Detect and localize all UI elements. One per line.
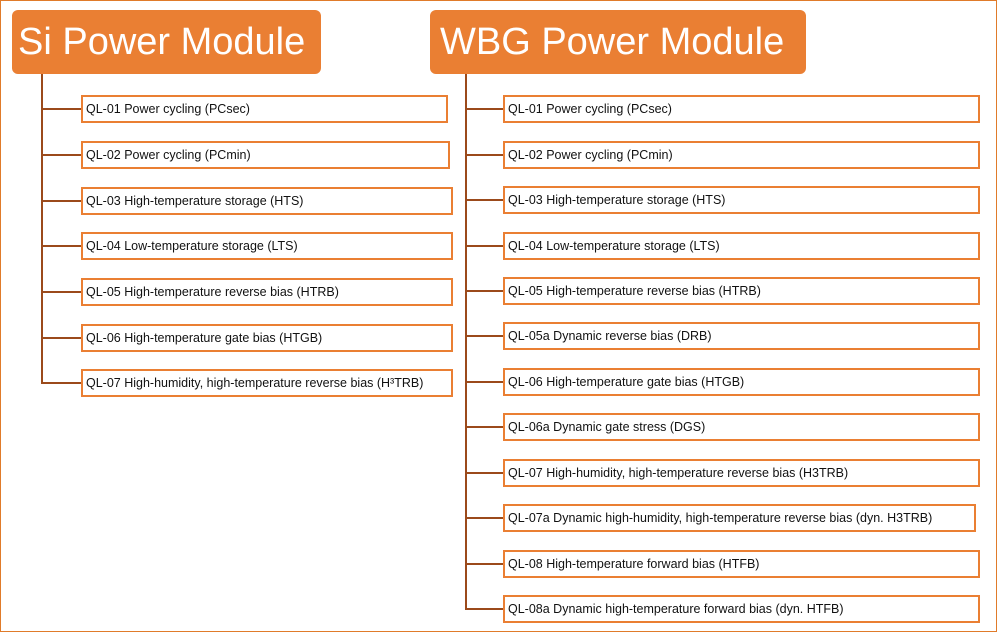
si-branch <box>41 291 81 293</box>
wbg-test-item <box>503 413 980 441</box>
si-branch <box>41 337 81 339</box>
item-label: QL-04 Low-temperature storage (LTS) <box>508 239 720 253</box>
wbg-test-item <box>503 459 980 487</box>
wbg-branch <box>465 517 503 519</box>
wbg-test-item <box>503 232 980 260</box>
wbg-branch <box>465 108 503 110</box>
item-label: QL-05 High-temperature reverse bias (HTRB) <box>86 285 339 299</box>
wbg-test-item <box>503 368 980 396</box>
si-test-item <box>81 369 453 397</box>
si-test-item <box>81 95 448 123</box>
item-label: QL-08a Dynamic high-temperature forward bias (dyn. HTFB) <box>508 602 844 616</box>
item-label: QL-06a Dynamic gate stress (DGS) <box>508 420 706 434</box>
wbg-test-item <box>503 277 980 305</box>
item-label: QL-07a Dynamic high-humidity, high-temperature reverse bias (dyn. H3TRB) <box>508 511 933 525</box>
si-branch <box>41 382 81 384</box>
wbg-test-item <box>503 186 980 214</box>
item-label: QL-03 High-temperature storage (HTS) <box>86 194 304 208</box>
item-label: QL-06 High-temperature gate bias (HTGB) <box>86 331 323 345</box>
wbg-test-item <box>503 504 976 532</box>
wbg-branch <box>465 608 503 610</box>
wbg-test-item <box>503 141 980 169</box>
item-label: QL-02 Power cycling (PCmin) <box>86 148 251 162</box>
wbg-test-item <box>503 322 980 350</box>
si-test-item <box>81 324 453 352</box>
wbg-branch <box>465 472 503 474</box>
wbg-branch <box>465 245 503 247</box>
si-test-item <box>81 141 450 169</box>
item-label: QL-08 High-temperature forward bias (HTFB) <box>508 557 760 571</box>
si-power-module-header: Si Power Module <box>12 10 321 74</box>
si-branch <box>41 245 81 247</box>
item-label: QL-05 High-temperature reverse bias (HTRB) <box>508 284 761 298</box>
wbg-branch <box>465 335 503 337</box>
si-branch <box>41 108 81 110</box>
si-test-item <box>81 278 453 306</box>
item-label: QL-04 Low-temperature storage (LTS) <box>86 239 298 253</box>
wbg-branch <box>465 426 503 428</box>
item-label: QL-01 Power cycling (PCsec) <box>86 102 250 116</box>
item-label: QL-03 High-temperature storage (HTS) <box>508 193 726 207</box>
wbg-test-item <box>503 95 980 123</box>
item-label: QL-07 High-humidity, high-temperature reverse bias (H³TRB) <box>86 376 424 390</box>
wbg-test-item <box>503 595 980 623</box>
wbg-branch <box>465 563 503 565</box>
wbg-power-module-header: WBG Power Module <box>430 10 806 74</box>
si-branch <box>41 154 81 156</box>
wbg-branch <box>465 199 503 201</box>
item-label: QL-06 High-temperature gate bias (HTGB) <box>508 375 745 389</box>
item-label: QL-05a Dynamic reverse bias (DRB) <box>508 329 712 343</box>
si-test-item <box>81 232 453 260</box>
item-label: QL-02 Power cycling (PCmin) <box>508 148 673 162</box>
item-label: QL-01 Power cycling (PCsec) <box>508 102 672 116</box>
wbg-branch <box>465 290 503 292</box>
wbg-branch <box>465 154 503 156</box>
wbg-branch <box>465 381 503 383</box>
si-test-item <box>81 187 453 215</box>
si-branch <box>41 200 81 202</box>
wbg-test-item <box>503 550 980 578</box>
item-label: QL-07 High-humidity, high-temperature reverse bias (H3TRB) <box>508 466 849 480</box>
